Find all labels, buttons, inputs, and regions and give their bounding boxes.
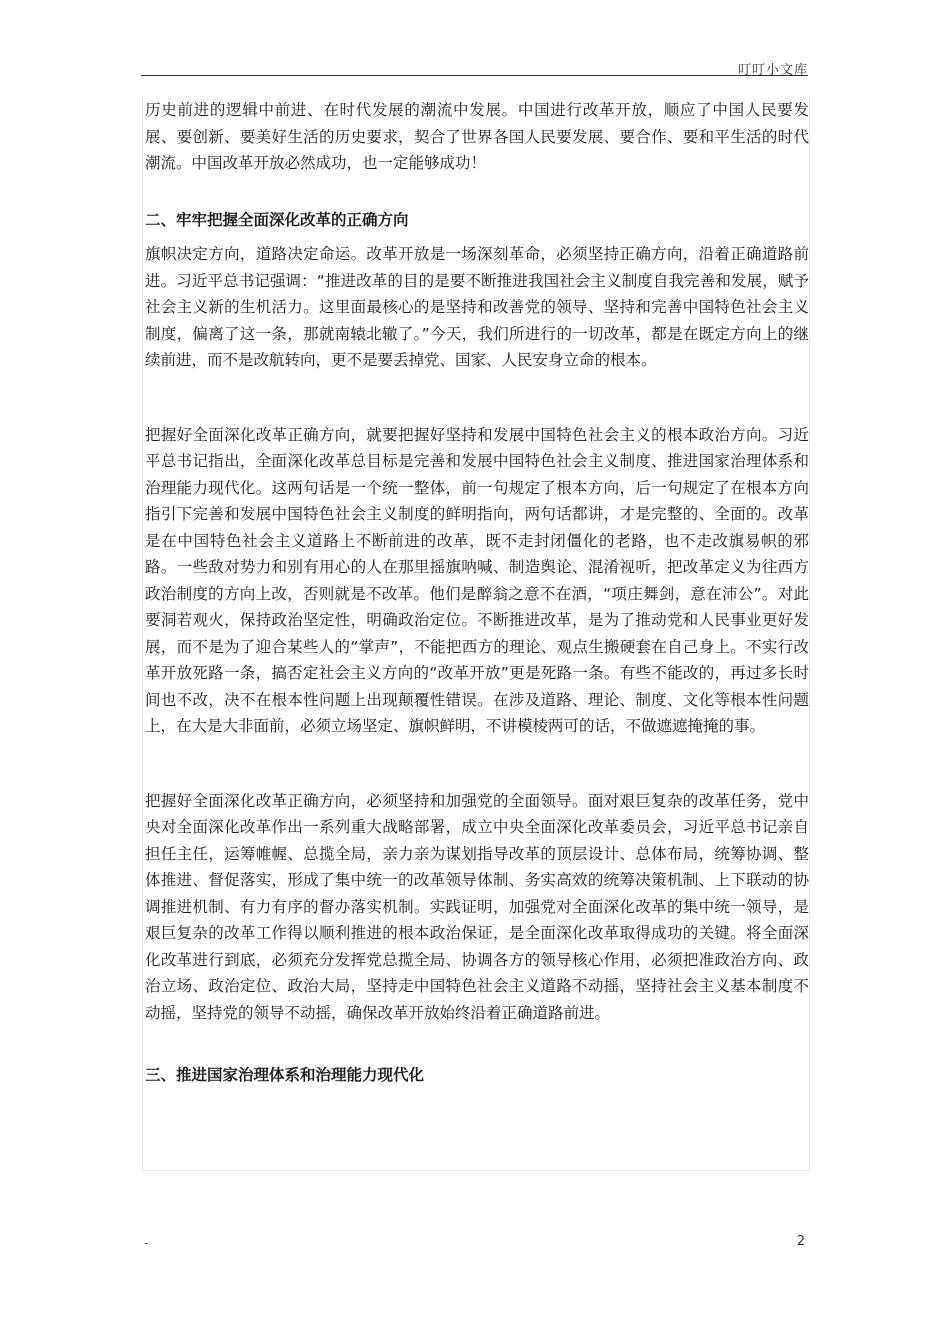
paragraph-direction: 旗帜决定方向，道路决定命运。改革开放是一场深刻革命，必须坚持正确方向，沿着正确道路前进。习近平总书记强调：“推进改革的目的是要不断推进我国社会主义制度自我完善和发展，赋予社会主义新的生机活力。这里面最核心的是坚持和改善党的领导、坚持和完善中国特色社会主义制度，偏离了这一条，那就南辕北辙了。”今天，我们所进行的一切改革，都是在既定方向上的继续前进，而不是改航转向，更不是要丢掉党、国家、人民安身立命的根本。 [145, 245, 809, 369]
paragraph-political-direction: 把握好全面深化改革正确方向，就要把握好坚持和发展中国特色社会主义的根本政治方向。习近平总书记指出，全面深化改革总目标是完善和发展中国特色社会主义制度、推进国家治理体系和治理能力现代化。这两句话是一个统一整体，前一句规定了根本方向，后一句规定了在根本方向指引下完善和发展中国特色社会主义制度的鲜明指向，两句话都讲，才是完整的、全面的。改革是在中国特色社会主义道路上不断前进的改革，既不走封闭僵化的老路，也不走改旗易帜的邪路。一些敌对势力和别有用心的人在那里摇旗呐喊、制造舆论、混淆视听，把改革定义为往西方政治制度的方向上改，否则就是不改革。他们是醉翁之意不在酒，“项庄舞剑，意在沛公”。对此要洞若观火，保持政治坚定性，明确政治定位。不断推进改革，是为了推动党和人民事业更好发展，而不是为了迎合某些人的“掌声”，不能把西方的理论、观点生搬硬套在自己身上。不实行改革开放死路一条，搞否定社会主义方向的“改革开放”更是死路一条。有些不能改的，再过多长时间也不改，决不在根本性问题上出现颠覆性错误。在涉及道路、理论、制度、文化等根本性问题上，在大是大非面前，必须立场坚定、旗帜鲜明，不讲模棱两可的话，不做遮遮掩掩的事。 [145, 425, 809, 735]
document-body [145, 97, 809, 1089]
header-brand: 叮叮小文库 [737, 63, 808, 78]
section-heading-2: 二、牢牢把握全面深化改革的正确方向 [145, 210, 409, 229]
paragraph-party-leadership: 把握好全面深化改革正确方向，必须坚持和加强党的全面领导。面对艰巨复杂的改革任务，党中央对全面深化改革作出一系列重大战略部署，成立中央全面深化改革委员会，习近平总书记亲自担任主任，运筹帷幄、总揽全局，亲力亲为谋划指导改革的顶层设计、总体布局，统筹协调、整体推进、督促落实，形成了集中统一的改革领导体制、务实高效的统筹决策机制、上下联动的协调推进机制、有力有序的督办落实机制。实践证明，加强党对全面深化改革的集中统一领导，是艰巨复杂的改革工作得以顺利推进的根本政治保证，是全面深化改革取得成功的关键。将全面深化改革进行到底，必须充分发挥党总揽全局、协调各方的领导核心作用，必须把准政治方向、政治立场、政治定位、政治大局，坚持走中国特色社会主义道路不动摇，坚持社会主义基本制度不动摇，坚持党的领导不动摇，确保改革开放始终沿着正确道路前进。 [145, 791, 809, 1022]
footer-dash: - [144, 1236, 149, 1250]
section-heading-3: 三、推进国家治理体系和治理能力现代化 [145, 1066, 425, 1084]
page-number: 2 [796, 1234, 805, 1249]
header-divider [141, 75, 808, 76]
intro-paragraph: 历史前进的逻辑中前进、在时代发展的潮流中发展。中国进行改革开放，顺应了中国人民要发展、要创新、要美好生活的历史要求，契合了世界各国人民要发展、要合作、要和平生活的时代潮流。中国改革开放必然成功，也一定能够成功！ [145, 101, 809, 172]
